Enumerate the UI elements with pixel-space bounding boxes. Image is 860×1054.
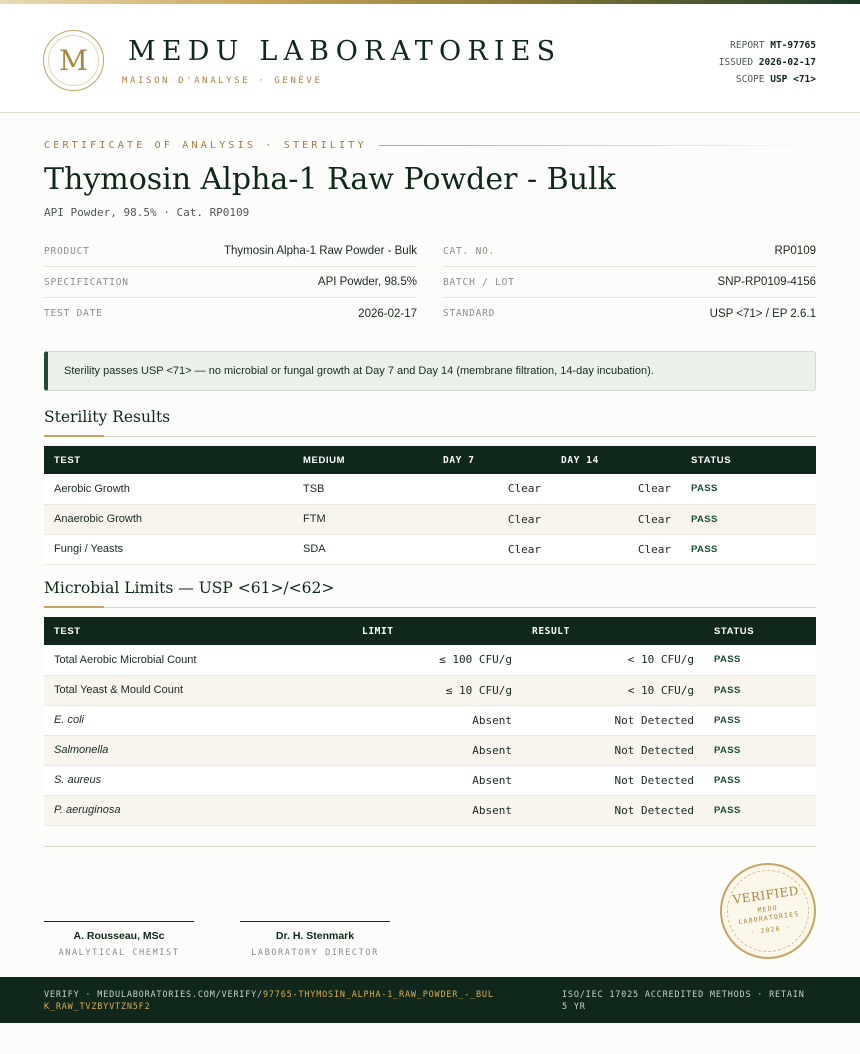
col-status: STATUS — [704, 617, 816, 645]
page-subtitle: API Powder, 98.5% · Cat. RP0109 — [44, 206, 250, 219]
col-status: STATUS — [681, 446, 816, 474]
status-badge: PASS — [704, 795, 816, 825]
table-row: Salmonella Absent Not Detected PASS — [44, 735, 816, 765]
status-badge: PASS — [704, 675, 816, 705]
report-meta — [719, 37, 816, 88]
sterility-accent — [44, 435, 104, 437]
col-day7: DAY 7 — [433, 446, 551, 474]
page-title: Thymosin Alpha-1 Raw Powder - Bulk — [44, 162, 616, 197]
table-row: Fungi / Yeasts SDA Clear Clear PASS — [44, 534, 816, 564]
col-test: TEST — [44, 617, 352, 645]
brand-subtitle: MAISON D'ANALYSE · GENÈVE — [122, 76, 323, 86]
sterility-heading: Sterility Results — [44, 408, 171, 426]
logo-letter: M — [48, 35, 99, 86]
signature-chemist: A. Rousseau, MSc ANALYTICAL CHEMIST — [44, 921, 194, 958]
result-notice: Sterility passes USP <71> — no microbial or fungal growth at Day 7 and Day 14 (membrane filtration, 14-day incubation). — [44, 351, 816, 391]
page-footer — [0, 977, 860, 1023]
microbial-rule — [44, 607, 816, 608]
table-row: Total Yeast & Mould Count ≤ 10 CFU/g < 10 CFU/g PASS — [44, 675, 816, 705]
status-badge: PASS — [704, 705, 816, 735]
col-day14: DAY 14 — [551, 446, 681, 474]
signature-director: Dr. H. Stenmark LABORATORY DIRECTOR — [240, 921, 390, 958]
verified-seal: VERIFIED MEDU LABORATORIES · 2026 · — [720, 863, 816, 959]
microbial-table — [44, 617, 816, 826]
col-test: TEST — [44, 446, 293, 474]
brand-name: MEDU LABORATORIES — [128, 36, 562, 67]
status-badge: PASS — [681, 474, 816, 504]
info-row-standard: STANDARD USP <71> / EP 2.6.1 — [443, 307, 816, 320]
meta-scope: SCOPE USP <71> — [735, 74, 816, 85]
info-left — [44, 236, 417, 329]
table-row: E. coli Absent Not Detected PASS — [44, 705, 816, 735]
table-row: Aerobic Growth TSB Clear Clear PASS — [44, 474, 816, 504]
lab-logo — [43, 30, 104, 91]
sterility-rule — [44, 436, 816, 437]
table-row: P. aeruginosa Absent Not Detected PASS — [44, 795, 816, 825]
document-type: CERTIFICATE OF ANALYSIS · STERILITY — [44, 139, 367, 151]
table-row: S. aureus Absent Not Detected PASS — [44, 765, 816, 795]
footer-accreditation: ISO/IEC 17025 ACCREDITED METHODS · RETAIN 5 YR — [562, 990, 805, 1012]
status-badge: PASS — [681, 534, 816, 564]
status-badge: PASS — [704, 765, 816, 795]
table-row: Anaerobic Growth FTM Clear Clear PASS — [44, 504, 816, 534]
col-limit: LIMIT — [352, 617, 522, 645]
col-medium: MEDIUM — [293, 446, 433, 474]
page-header — [0, 4, 860, 113]
microbial-heading: Microbial Limits — USP <61>/<62> — [44, 579, 335, 597]
eyebrow-divider — [379, 145, 816, 146]
table-row: Total Aerobic Microbial Count ≤ 100 CFU/g < 10 CFU/g PASS — [44, 645, 816, 675]
meta-issued: ISSUED 2026-02-17 — [718, 57, 816, 68]
col-result: RESULT — [522, 617, 704, 645]
sterility-table — [44, 446, 816, 565]
eyebrow-row — [44, 138, 816, 152]
info-row-product: PRODUCT Thymosin Alpha-1 Raw Powder - Bulk — [44, 236, 417, 267]
status-badge: PASS — [704, 645, 816, 675]
microbial-accent — [44, 606, 104, 608]
info-row-batch: BATCH / LOT SNP-RP0109-4156 — [443, 267, 816, 298]
signature-divider — [44, 846, 816, 847]
info-row-specification: SPECIFICATION API Powder, 98.5% — [44, 267, 417, 298]
info-row-test-date: TEST DATE 2026-02-17 — [44, 307, 417, 320]
meta-report: REPORT MT-97765 — [730, 40, 816, 51]
status-badge: PASS — [704, 735, 816, 765]
info-right — [443, 236, 816, 329]
status-badge: PASS — [681, 504, 816, 534]
verify-link[interactable]: VERIFY · MEDULABORATORIES.COM/VERIFY/97765-THYMOSIN_ALPHA-1_RAW_POWDER_-_BULK_RAW_TVZBYVTZN5F2 — [44, 990, 494, 1012]
info-row-cat-no: CAT. NO. RP0109 — [443, 236, 816, 267]
